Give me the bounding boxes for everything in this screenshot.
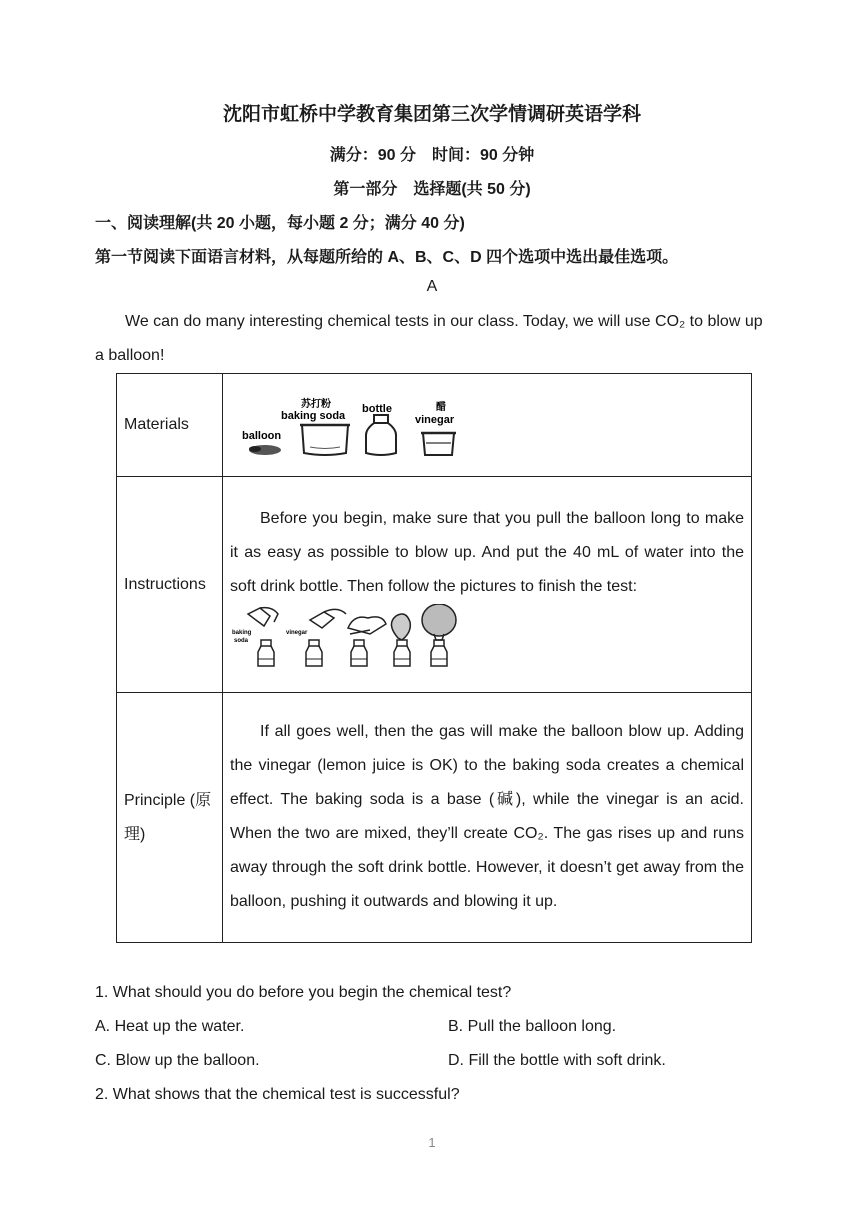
question-1-option-c: C. Blow up the balloon.	[95, 1052, 260, 1069]
step5-balloon-full-icon	[422, 604, 456, 666]
section-heading: 一、阅读理解(共 20 小题，每小题 2 分；满分 40 分)	[95, 215, 465, 232]
experiment-table	[116, 373, 752, 943]
instructions-text: Before you begin, make sure that you pull the balloon long to make it as easy as possible to blow up. And put the 40 mL of water into the soft drink bottle. Then follow the pictures to finish the test:	[230, 509, 744, 595]
step2-pour-vinegar-icon	[306, 609, 346, 666]
bottle-label: bottle	[362, 402, 392, 415]
principle-text: If all goes well, then the gas will make the balloon blow up. Adding the vinegar (lemon juice is OK) to the baking soda creates a chemical effect. The baking soda is a base (碱), while the vinegar is an acid. When the two are mixed, they’ll create CO₂. The gas rises up and runs away through the soft drink bottle. However, it doesn’t get away from the balloon, pushing it outwards and blowing it up.	[230, 723, 744, 910]
page-title: 沈阳市虹桥中学教育集团第三次学情调研英语学科	[222, 104, 641, 125]
part-heading: 第一部分 选择题(共 50 分)	[333, 181, 531, 198]
baking-soda-zh-label: 苏打粉	[301, 398, 331, 410]
vinegar-label: vinegar	[415, 413, 455, 426]
question-2-stem: 2. What shows that the chemical test is successful?	[95, 1086, 460, 1103]
principle-label: Principle (原理)	[117, 693, 223, 943]
materials-illustration	[230, 383, 470, 463]
instructions-row	[117, 477, 752, 693]
principle-row	[117, 693, 752, 943]
baking-soda-label: baking soda	[281, 409, 346, 422]
baking-soda-container-icon	[300, 425, 350, 455]
balloon-icon	[249, 445, 281, 455]
page-number: 1	[428, 1135, 436, 1150]
step4-balloon-inflating-icon	[391, 614, 410, 666]
question-1-option-a: A. Heat up the water.	[95, 1018, 245, 1035]
section-instruction: 第一节阅读下面语言材料，从每题所给的 A、B、C、D 四个选项中选出最佳选项。	[95, 249, 679, 266]
materials-row	[117, 374, 752, 477]
vinegar-zh-label: 醋	[436, 401, 446, 413]
question-1-option-d: D. Fill the bottle with soft drink.	[448, 1052, 666, 1069]
question-1-stem: 1. What should you do before you begin the chemical test?	[95, 984, 512, 1001]
instructions-label: Instructions	[117, 477, 223, 693]
bottle-icon	[366, 415, 396, 455]
question-1-option-b: B. Pull the balloon long.	[448, 1018, 617, 1035]
instruction-steps-illustration	[230, 604, 470, 670]
step1-pour-soda-icon	[248, 607, 278, 665]
vinegar-cup-icon	[421, 433, 456, 455]
step-vinegar-label: vinegar	[286, 629, 308, 636]
balloon-label: balloon	[242, 429, 282, 442]
step3-attach-balloon-icon	[348, 616, 386, 665]
step-baking-soda-label-line2: soda	[234, 637, 249, 644]
passage-intro: We can do many interesting chemical tests in our class. Today, we will use CO₂ to blow up a balloon!	[95, 313, 763, 364]
exam-meta: 满分：90 分 时间：90 分钟	[329, 147, 535, 164]
step-baking-soda-label: baking	[232, 629, 252, 636]
passage-letter: A	[426, 278, 438, 295]
materials-cell	[223, 374, 752, 477]
materials-label: Materials	[117, 374, 223, 477]
instructions-cell	[223, 477, 752, 693]
principle-cell	[223, 693, 752, 943]
